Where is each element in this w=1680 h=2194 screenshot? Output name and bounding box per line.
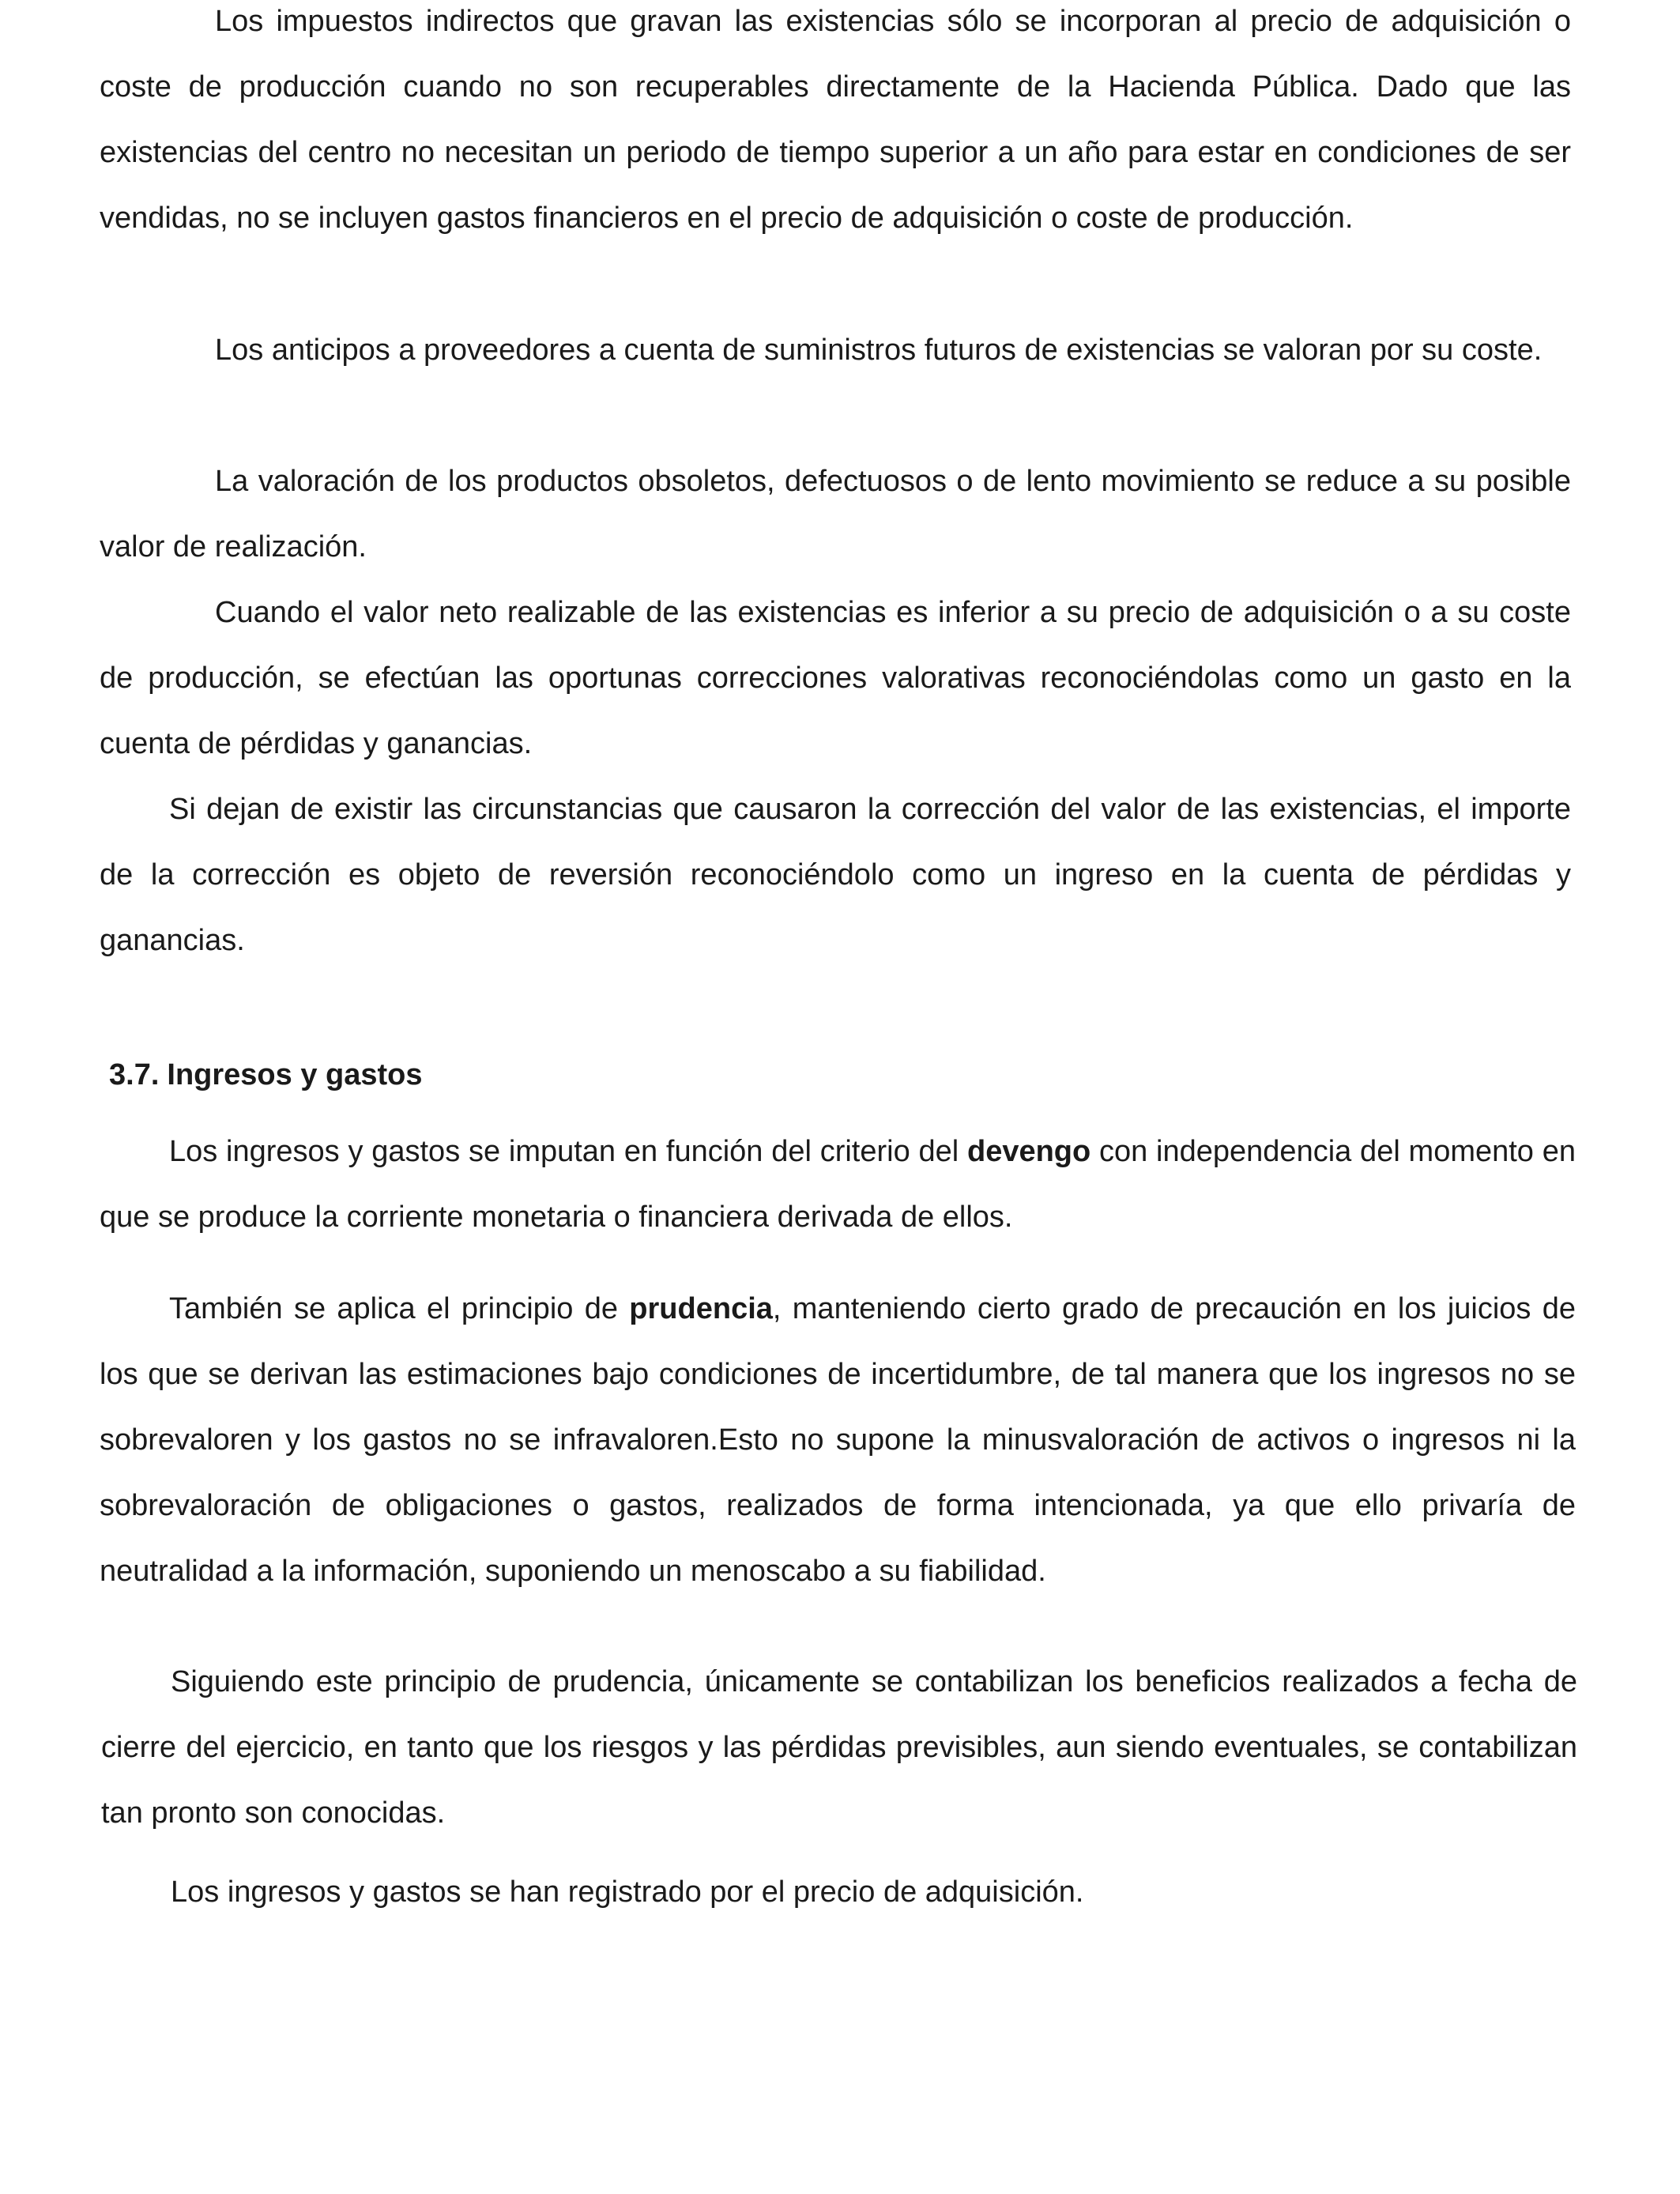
paragraph-realized-profits: Siguiendo este principio de prudencia, únicamente se contabilizan los beneficios realizados a fecha de cierre del ejercicio, en tanto que los riesgos y las pérdidas previsibles, aun siendo eventuales, se contabilizan tan pronto son conocidas. — [101, 1665, 1577, 1830]
paragraph-obsolete-products: La valoración de los productos obsoletos, defectuosos o de lento movimiento se reduce a su posible valor de realización. — [100, 465, 1571, 564]
section-number: 3.7. — [109, 1058, 160, 1091]
prudence-text-start: También se aplica el principio de — [169, 1292, 630, 1325]
section-heading — [109, 1051, 423, 1099]
paragraph-prudence — [100, 1276, 1576, 1604]
paragraph-accrual — [100, 1119, 1576, 1250]
paragraph-indirect-taxes: Los impuestos indirectos que gravan las existencias sólo se incorporan al precio de adquisición o coste de producción cuando no son recuperables directamente de la Hacienda Pública. Dado que las existencias del centro no necesitan un periodo de tiempo superior a un año para estar en condiciones de ser vendidas, no se incluyen gastos financieros en el precio de adquisición o coste de producción. — [100, 5, 1571, 235]
paragraph-acquisition-price: Los ingresos y gastos se han registrado por el precio de adquisición. — [171, 1875, 1084, 1909]
section-title: Ingresos y gastos — [167, 1058, 423, 1091]
accrual-term: devengo — [966, 1135, 1091, 1168]
accrual-text-end: con independencia del momento en que se produce la corriente monetaria o financiera derivada de ellos. — [100, 1135, 1576, 1234]
accrual-text-start: Los ingresos y gastos se imputan en función del criterio del — [169, 1135, 967, 1168]
prudence-text-end: , manteniendo cierto grado de precaución en los juicios de los que se derivan las estimaciones bajo condiciones de incertidumbre, de tal manera que los ingresos no se sobrevaloren y los gastos no se infravaloren.Esto no supone la minusvaloración de activos o ingresos ni la sobrevaloración de obligaciones o gastos, realizados de forma intencionada, ya que ello privaría de neutralidad a la información, suponiendo un menoscabo a su fiabilidad. — [100, 1292, 1576, 1588]
paragraph-reversal: Si dejan de existir las circunstancias que causaron la corrección del valor de las existencias, el importe de la corrección es objeto de reversión reconociéndolo como un ingreso en la cuenta de pérdidas y ganancias. — [100, 793, 1571, 957]
prudence-term: prudencia — [629, 1292, 773, 1325]
paragraph-net-realizable-value: Cuando el valor neto realizable de las existencias es inferior a su precio de adquisición o a su coste de producción, se efectúan las oportunas correcciones valorativas reconociéndolas como un gasto en la cuenta de pérdidas y ganancias. — [100, 596, 1571, 760]
paragraph-supplier-advances: Los anticipos a proveedores a cuenta de suministros futuros de existencias se valoran por su coste. — [215, 334, 1543, 367]
